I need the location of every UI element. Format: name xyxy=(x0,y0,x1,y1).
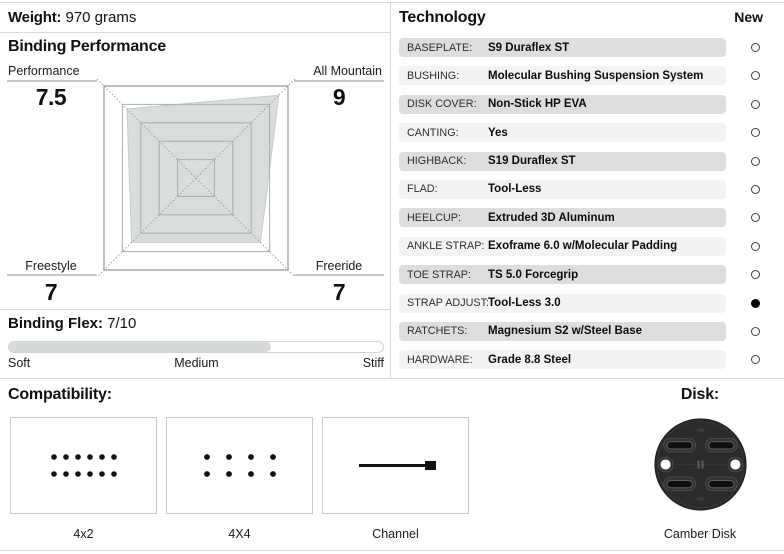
tech-row-pill xyxy=(399,208,726,227)
axis-value: 7.5 xyxy=(35,84,67,110)
pattern-4x4-icon xyxy=(168,418,312,512)
performance-pane xyxy=(0,3,391,378)
new-indicator[interactable] xyxy=(751,157,760,166)
binding-performance-title: Binding Performance xyxy=(8,38,167,55)
new-indicator-cell xyxy=(726,128,784,137)
new-indicator[interactable] xyxy=(751,100,760,109)
new-indicator[interactable] xyxy=(751,128,760,137)
radar-axis-freeride xyxy=(296,259,382,306)
top-section xyxy=(0,2,784,379)
tech-row-pill xyxy=(399,38,726,57)
tech-row-value: Tool-Less xyxy=(488,183,542,196)
tech-row-label: BUSHING: xyxy=(407,69,460,82)
tech-row xyxy=(399,180,784,199)
compat-item-channel xyxy=(322,417,469,541)
disk-caption: Camber Disk xyxy=(663,527,737,541)
pattern-box xyxy=(10,417,157,514)
new-indicator-cell xyxy=(726,270,784,279)
weight-row xyxy=(0,3,390,33)
radar-axis-performance xyxy=(8,64,94,111)
axis-label: Freestyle xyxy=(25,259,77,273)
axis-value: 7 xyxy=(332,279,346,305)
tech-row xyxy=(399,152,784,171)
tech-row-pill xyxy=(399,237,726,256)
axis-value: 7 xyxy=(44,279,58,305)
pattern-label: 4x2 xyxy=(73,527,94,541)
flex-scale-stiff: Stiff xyxy=(362,356,384,370)
tech-row-label: DISK COVER: xyxy=(407,98,477,111)
tech-row-label: ANKLE STRAP: xyxy=(407,240,485,253)
tech-row-pill xyxy=(399,322,726,341)
bottom-section xyxy=(0,379,784,551)
new-indicator[interactable] xyxy=(751,185,760,194)
tech-row-value: Molecular Bushing Suspension System xyxy=(488,69,704,82)
axis-value: 9 xyxy=(332,84,346,110)
new-indicator-cell xyxy=(726,355,784,364)
new-column-header: New xyxy=(734,9,763,25)
camber-disk-icon xyxy=(652,416,749,513)
axis-label: Freeride xyxy=(315,259,363,273)
tech-row-value: Extruded 3D Aluminum xyxy=(488,211,615,224)
radar-polygon xyxy=(127,95,279,242)
technology-title: Technology xyxy=(399,9,486,26)
pattern-box xyxy=(166,417,313,514)
disk-column xyxy=(645,386,755,541)
pattern-box xyxy=(322,417,469,514)
technology-header xyxy=(399,9,784,27)
new-indicator-cell xyxy=(726,71,784,80)
pattern-label: 4X4 xyxy=(228,527,251,541)
tech-row-label: RATCHETS: xyxy=(407,325,468,338)
flex-meter-fill xyxy=(9,342,271,352)
tech-row xyxy=(399,237,784,256)
compat-item-4x2 xyxy=(10,417,157,541)
binding-spec-page xyxy=(0,2,784,554)
tech-row xyxy=(399,350,784,369)
compatibility-boxes xyxy=(10,417,469,541)
tech-row-value: S9 Duraflex ST xyxy=(488,41,570,54)
tech-row-pill xyxy=(399,66,726,85)
new-indicator[interactable] xyxy=(751,71,760,80)
tech-row xyxy=(399,265,784,284)
tech-row-pill xyxy=(399,180,726,199)
new-indicator-cell xyxy=(726,185,784,194)
new-indicator[interactable] xyxy=(751,213,760,222)
radar-axis-freestyle xyxy=(8,259,94,306)
weight-label: Weight: xyxy=(8,9,62,26)
pattern-channel-icon xyxy=(324,418,468,512)
tech-row-label: CANTING: xyxy=(407,126,459,139)
new-indicator[interactable] xyxy=(751,43,760,52)
pattern-4x2-icon xyxy=(12,418,156,512)
axis-label: Performance xyxy=(8,64,80,78)
new-indicator-cell xyxy=(726,100,784,109)
tech-row xyxy=(399,208,784,227)
tech-row-value: Grade 8.8 Steel xyxy=(488,353,572,366)
new-indicator-cell xyxy=(726,299,784,308)
binding-flex-title xyxy=(8,315,136,332)
new-indicator-cell xyxy=(726,242,784,251)
tech-row xyxy=(399,123,784,142)
flex-scale xyxy=(8,356,384,370)
divider xyxy=(0,309,390,310)
compat-item-4x4 xyxy=(166,417,313,541)
flex-scale-medium: Medium xyxy=(174,356,219,370)
tech-row xyxy=(399,95,784,114)
technology-rows xyxy=(399,38,784,379)
tech-row-value: Exoframe 6.0 w/Molecular Padding xyxy=(488,240,678,253)
tech-row-pill xyxy=(399,152,726,171)
axis-label: All Mountain xyxy=(313,64,382,78)
technology-pane xyxy=(391,3,784,378)
new-indicator[interactable] xyxy=(751,355,760,364)
new-indicator[interactable] xyxy=(751,299,760,308)
new-indicator-cell xyxy=(726,213,784,222)
tech-row xyxy=(399,38,784,57)
new-indicator[interactable] xyxy=(751,327,760,336)
tech-row-label: HARDWARE: xyxy=(407,353,473,366)
new-indicator-cell xyxy=(726,43,784,52)
tech-row-label: BASEPLATE: xyxy=(407,41,473,54)
pattern-label: Channel xyxy=(372,527,419,541)
new-indicator-cell xyxy=(726,157,784,166)
flex-scale-soft: Soft xyxy=(8,356,31,370)
tech-row-value: Yes xyxy=(488,126,508,139)
tech-row-pill xyxy=(399,95,726,114)
disk-title: Disk: xyxy=(680,386,720,403)
tech-row-value: Tool-Less 3.0 xyxy=(488,297,561,310)
radar-axis-all-mountain xyxy=(296,64,382,111)
tech-row-pill xyxy=(399,294,726,313)
tech-row-label: HEELCUP: xyxy=(407,211,462,224)
tech-row-label: FLAD: xyxy=(407,183,438,196)
new-indicator-cell xyxy=(726,327,784,336)
tech-row-pill xyxy=(399,350,726,369)
tech-row-label: HIGHBACK: xyxy=(407,155,467,168)
tech-row xyxy=(399,322,784,341)
tech-row xyxy=(399,66,784,85)
new-indicator[interactable] xyxy=(751,242,760,251)
compatibility-title: Compatibility: xyxy=(8,386,112,403)
weight-value: 970 grams xyxy=(65,9,137,26)
binding-flex-label: Binding Flex: xyxy=(8,315,103,332)
tech-row-pill xyxy=(399,123,726,142)
binding-flex-value: 7/10 xyxy=(107,315,137,332)
tech-row-value: Non-Stick HP EVA xyxy=(488,98,587,111)
tech-row-value: Magnesium S2 w/Steel Base xyxy=(488,325,643,338)
tech-row xyxy=(399,294,784,313)
tech-row-value: TS 5.0 Forcegrip xyxy=(488,268,579,281)
tech-row-label: STRAP ADJUST: xyxy=(407,297,489,310)
tech-row-pill xyxy=(399,265,726,284)
new-indicator[interactable] xyxy=(751,270,760,279)
tech-row-value: S19 Duraflex ST xyxy=(488,155,576,168)
tech-row-label: TOE STRAP: xyxy=(407,268,471,281)
flex-meter xyxy=(8,341,384,353)
